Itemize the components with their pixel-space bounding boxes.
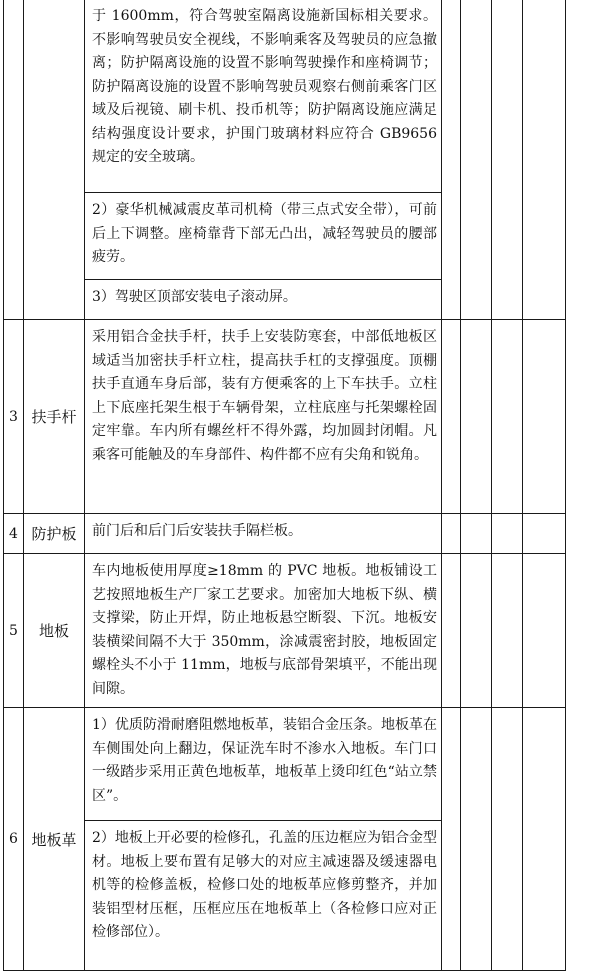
empty-cell	[442, 514, 461, 554]
empty-cell	[523, 708, 566, 971]
description-cell	[85, 821, 442, 971]
description-paragraph: 前门后和后门后安装扶手隔栏板。	[92, 523, 302, 539]
item-name: 扶手杆	[24, 320, 85, 514]
description-paragraph: 1）优质防滑耐磨阻燃地板革，装铝合金压条。地板革在车侧围处向上翻边，保证洗车时不渗水入地板。车门口一级踏步采用正黄色地板革，地板革上烫印红色“站立禁区”。	[92, 717, 437, 804]
row-number: 4	[4, 514, 24, 554]
item-name: 地板	[24, 554, 85, 708]
empty-cell	[461, 708, 492, 971]
description-cell	[85, 554, 442, 708]
table-row	[4, 514, 566, 554]
row-number: 5	[4, 554, 24, 708]
empty-cell	[442, 708, 461, 971]
row-number: 6	[4, 708, 24, 971]
empty-cell	[523, 514, 566, 554]
description-paragraph: 采用铝合金扶手杆，扶手上安装防寒套，中部低地板区域适当加密扶手杆立柱，提高扶手杠的支撑强度。顶棚扶手直通车身后部，装有方便乘客的上下车扶手。立柱上下底座托架生根于车辆骨架，立柱底座与托架螺栓固定牢靠。车内所有螺丝杆不得外露，均加圆封闭帽。凡乘客可能触及的车身部件、构件都不应有尖角和锐角。	[92, 329, 437, 463]
empty-cell	[492, 0, 523, 320]
empty-cell	[461, 554, 492, 708]
description-cell	[85, 708, 442, 821]
table-row	[4, 0, 566, 193]
empty-cell	[461, 320, 492, 514]
description-paragraph: 2）豪华机械减震皮革司机椅（带三点式安全带），可前后上下调整。座椅靠背下部无凸出，减轻驾驶员的腰部疲劳。	[92, 202, 437, 265]
description-paragraph: 3）驾驶区顶部安装电子滚动屏。	[92, 289, 297, 305]
empty-cell	[461, 0, 492, 320]
empty-cell	[492, 320, 523, 514]
item-name-cell	[24, 0, 85, 320]
empty-cell	[442, 320, 461, 514]
description-cell	[85, 193, 442, 280]
empty-cell	[442, 554, 461, 708]
empty-cell	[492, 554, 523, 708]
empty-cell	[442, 0, 461, 320]
empty-cell	[461, 514, 492, 554]
description-cell	[85, 280, 442, 320]
empty-cell	[523, 554, 566, 708]
empty-cell	[492, 708, 523, 971]
item-name: 地板革	[24, 708, 85, 971]
item-name: 防护板	[24, 514, 85, 554]
description-cell	[85, 0, 442, 193]
empty-cell	[523, 320, 566, 514]
spec-table	[3, 0, 566, 971]
description-paragraph: 车内地板使用厚度≥18mm 的 PVC 地板。地板铺设工艺按照地板生产厂家工艺要求。加密加大地板下纵、横支撑梁，防止开焊，防止地板悬空断裂、下沉。地板安装横梁间隔不大于 350mm，涂减震密封胶，地板固定螺栓头不小于 11mm，地板与底部骨架填平，不能出现间隙。	[92, 563, 437, 697]
description-cell	[85, 320, 442, 514]
description-paragraph: 2）地板上开必要的检修孔，孔盖的压边框应为铝合金型材。地板上要布置有足够大的对应主减速器及缓速器电机等的检修盖板，检修口处的地板革应修剪整齐，并加装铝型材压框，压框应压在地板革上（各检修口应对正检修部位）。	[92, 830, 437, 940]
row-number-cell	[4, 0, 24, 320]
table-row	[4, 320, 566, 514]
description-cell	[85, 514, 442, 554]
empty-cell	[523, 0, 566, 320]
row-number: 3	[4, 320, 24, 514]
table-row	[4, 554, 566, 708]
empty-cell	[492, 514, 523, 554]
description-paragraph: 于 1600mm，符合驾驶室隔离设施新国标相关要求。不影响驾驶员安全视线，不影响乘客及驾驶员的应急撤离；防护隔离设施的设置不影响驾驶操作和座椅调节；防护隔离设施的设置不影响驾驶员观察右侧前乘客门区域及后视镜、刷卡机、投币机等；防护隔离设施应满足结构强度设计要求，护围门玻璃材料应符合 GB9656 规定的安全玻璃。	[92, 8, 437, 165]
table-row	[4, 708, 566, 821]
